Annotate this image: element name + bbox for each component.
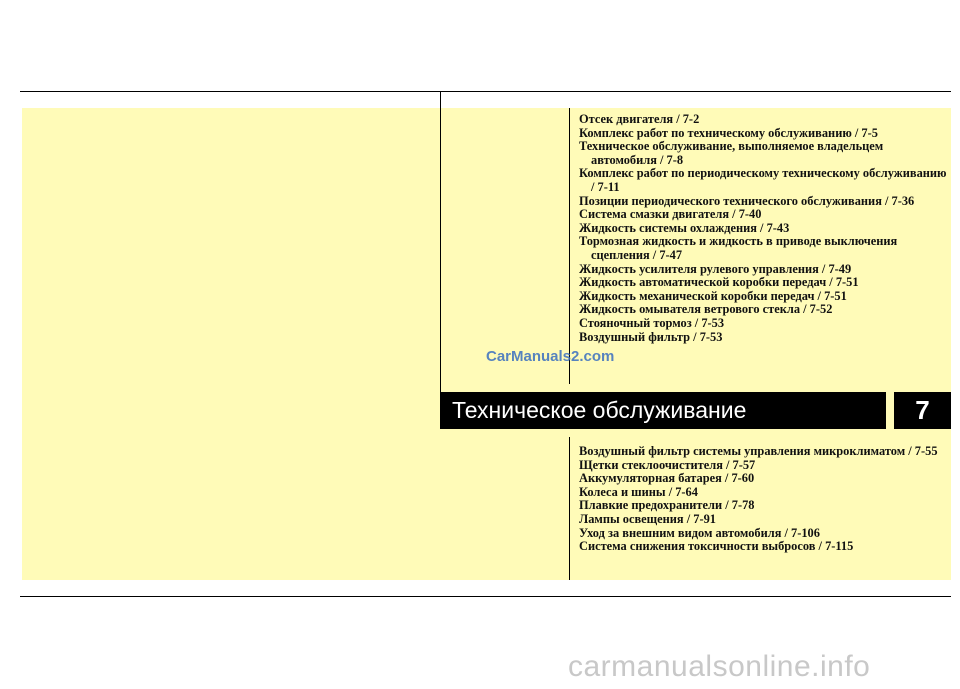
toc-item[interactable]: Воздушный фильтр / 7-53 — [579, 329, 723, 344]
toc-item[interactable]: Воздушный фильтр системы управления микроклиматом / 7-55 — [579, 444, 938, 458]
toc-item[interactable]: Щетки стеклоочистителя / 7-57 — [579, 457, 756, 472]
divider-left — [440, 91, 441, 437]
bottom-rule — [20, 596, 951, 597]
toc-item[interactable]: Позиции периодического технического обслуживания / 7-36 — [579, 193, 915, 208]
watermark-footer: carmanualsonline.info — [568, 650, 871, 683]
toc-item[interactable]: Стояночный тормоз / 7-53 — [579, 315, 725, 330]
divider-toc-bottom — [569, 437, 570, 580]
toc-item[interactable]: Тормозная жидкость и жидкость в приводе выключения сцепления / 7-47 — [579, 234, 898, 262]
chapter-number: 7 — [894, 392, 951, 429]
divider-toc-top — [569, 108, 570, 384]
toc-item[interactable]: Плавкие предохранители / 7-78 — [579, 498, 755, 513]
toc-item[interactable]: Жидкость усилителя рулевого управления / 7-49 — [579, 261, 852, 276]
toc-item[interactable]: Жидкость омывателя ветрового стекла / 7-52 — [579, 302, 833, 317]
toc-item[interactable]: Комплекс работ по техническому обслуживанию / 7-5 — [579, 125, 878, 140]
toc-item[interactable]: Уход за внешним видом автомобиля / 7-106 — [579, 525, 820, 540]
toc-list-top — [579, 113, 949, 344]
toc-item[interactable]: Комплекс работ по периодическому техническому обслуживанию / 7-11 — [579, 166, 947, 194]
toc-item[interactable]: Техническое обслуживание, выполняемое владельцем автомобиля / 7-8 — [579, 139, 884, 167]
toc-item[interactable]: Жидкость автоматической коробки передач / 7-51 — [579, 275, 859, 290]
toc-item[interactable]: Жидкость механической коробки передач / 7-51 — [579, 288, 847, 303]
toc-item[interactable]: Аккумуляторная батарея / 7-60 — [579, 471, 755, 486]
chapter-band — [440, 429, 951, 437]
toc-item[interactable]: Отсек двигателя / 7-2 — [579, 112, 700, 126]
watermark-overlay: CarManuals2.com — [486, 348, 615, 365]
toc-list-bottom — [579, 445, 949, 554]
toc-item[interactable]: Система снижения токсичности выбросов / 7-115 — [579, 539, 854, 554]
toc-item[interactable]: Жидкость системы охлаждения / 7-43 — [579, 220, 790, 235]
chapter-title: Техническое обслуживание — [440, 392, 886, 429]
toc-item[interactable]: Лампы освещения / 7-91 — [579, 511, 716, 526]
toc-item[interactable]: Система смазки двигателя / 7-40 — [579, 207, 762, 222]
toc-item[interactable]: Колеса и шины / 7-64 — [579, 484, 698, 499]
top-rule — [20, 91, 951, 92]
